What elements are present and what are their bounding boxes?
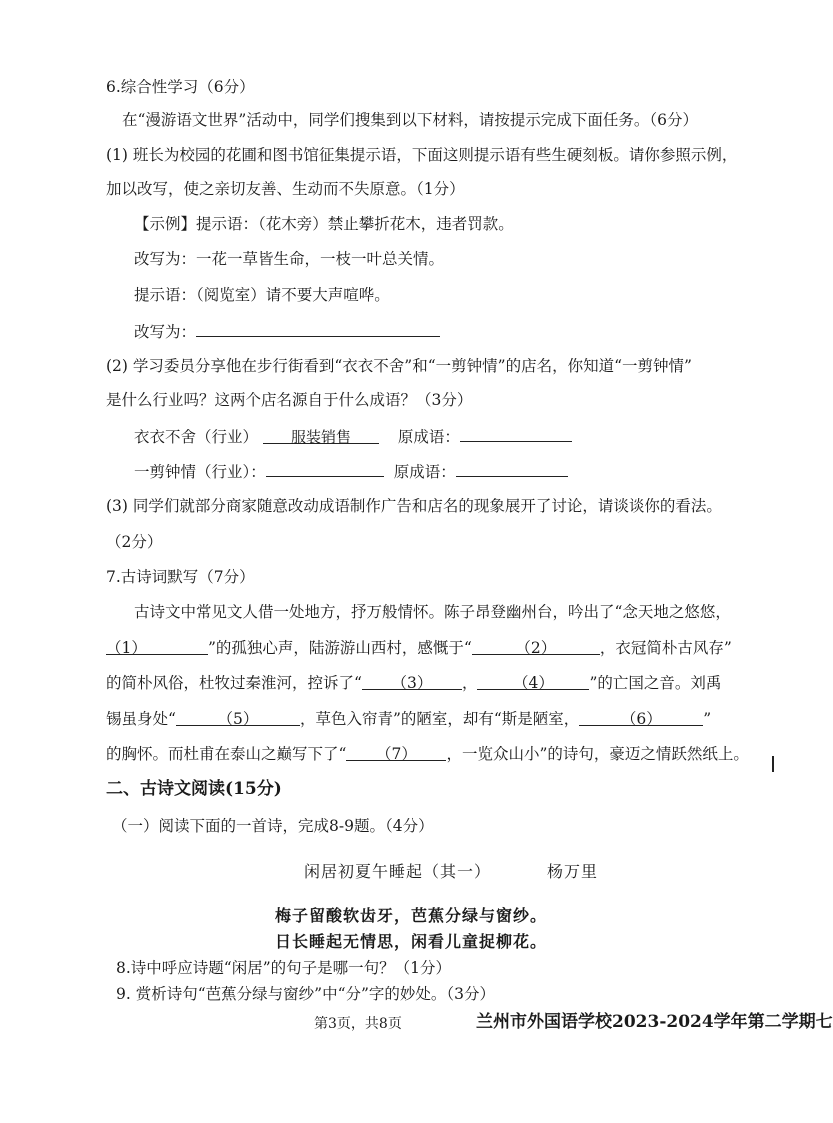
q7-blank-2[interactable]: （2） <box>472 638 600 655</box>
q6-part2-line2: 是什么行业吗？这两个店名源自于什么成语？（3分） <box>106 391 473 409</box>
q7-blank-1[interactable]: （1） <box>106 638 208 655</box>
q7-blank-4[interactable]: （4） <box>477 673 589 690</box>
q7-blank-6[interactable]: （6） <box>579 709 703 726</box>
q7-blank-7[interactable]: （7） <box>346 744 446 761</box>
q6-row2-origin-blank[interactable] <box>456 460 568 477</box>
q6-row2-answer-blank[interactable] <box>266 460 384 477</box>
q6-example: 【示例】提示语：（花木旁）禁止攀折花木，违者罚款。 <box>134 215 514 233</box>
q7-line2-text: ”的孤独心声，陆游游山西村，感慨于“ <box>208 639 472 657</box>
poem-line-2: 日长睡起无情思，闲看儿童捉柳花。 <box>275 932 548 951</box>
q6-row1-origin-label: 原成语： <box>397 428 460 446</box>
q9-text: 9. 赏析诗句“芭蕉分绿与窗纱”中“分”字的妙处。（3分） <box>116 985 496 1003</box>
q6-intro: 在“漫游语文世界”活动中，同学们搜集到以下材料，请按提示完成下面任务。（6分） <box>122 111 698 129</box>
q7-line2 <box>106 638 732 658</box>
q6-example-rewrite: 改写为：一花一草皆生命，一枝一叶总关情。 <box>134 250 445 268</box>
page-number: 第3页，共8页 <box>314 1016 402 1032</box>
q6-row2-origin-label: 原成语： <box>393 463 456 481</box>
q7-blank-5[interactable]: （5） <box>176 709 300 726</box>
q7-line3-text: 的简朴风俗，杜牧过秦淮河，控诉了“ <box>106 674 362 692</box>
q7-line5-text: 的胸怀。而杜甫在泰山之巅写下了“ <box>106 745 347 763</box>
q6-row1-origin-blank[interactable] <box>460 425 572 442</box>
q6-row1-answer[interactable]: 服装销售 <box>263 427 379 444</box>
q8-text: 8.诗中呼应诗题“闲居”的句子是哪一句？（1分） <box>116 959 451 977</box>
q7-line4 <box>106 709 711 729</box>
poem-line-1: 梅子留酸软齿牙，芭蕉分绿与窗纱。 <box>275 906 548 925</box>
q6-rewrite-label: 改写为： <box>134 323 197 341</box>
q7-line3-sep: ， <box>461 674 478 692</box>
school-header: 兰州市外国语学校2023-2024学年第二学期七 <box>476 1012 833 1032</box>
q6-part3-line2: （2分） <box>106 533 163 551</box>
q6-rewrite-row <box>134 320 440 342</box>
q7-line4-text2: ，草色入帘青”的陋室，却有“斯是陋室， <box>299 710 580 728</box>
q6-row2-label: 一剪钟情（行业）： <box>134 463 266 481</box>
q7-line1: 古诗文中常见文人借一处地方，抒万般情怀。陈子昂登幽州台，吟出了“念天地之悠悠， <box>134 603 731 621</box>
q6-part3-line1: (3) 同学们就部分商家随意改动成语制作广告和店名的现象展开了讨论，请谈谈你的看法。 <box>106 497 722 515</box>
q7-line3 <box>106 673 721 693</box>
q7-line5 <box>106 744 749 764</box>
poem-title: 闲居初夏午睡起（其一） <box>304 862 492 881</box>
scan-mark <box>772 756 774 772</box>
section2-title: 二、古诗文阅读(15分) <box>106 779 282 799</box>
q7-line3-text2: ”的亡国之音。刘禹 <box>589 674 722 692</box>
section2-subtitle: （一）阅读下面的一首诗，完成8-9题。（4分） <box>112 817 434 835</box>
q6-title: 6.综合性学习（6分） <box>106 78 255 96</box>
q7-blank-3[interactable]: （3） <box>362 673 462 690</box>
q6-row2 <box>134 460 568 482</box>
q7-line4-text: 锡虽身处“ <box>106 710 176 728</box>
q6-part1-line1: (1) 班长为校园的花圃和图书馆征集提示语，下面这则提示语有些生硬刻板。请你参照示例， <box>106 146 738 164</box>
q7-line4-text3: ” <box>703 710 712 728</box>
q6-prompt: 提示语：（阅览室）请不要大声喧哗。 <box>134 286 390 304</box>
q7-line5-text2: ，一览众山小”的诗句，豪迈之情跃然纸上。 <box>446 745 749 763</box>
q6-part2-line1: (2) 学习委员分享他在步行街看到“衣衣不舍”和“一剪钟情”的店名，你知道“一剪钟情” <box>106 357 692 375</box>
poem-author: 杨万里 <box>547 862 599 881</box>
q7-line2-text2: ，衣冠简朴古风存” <box>599 639 732 657</box>
q6-rewrite-answer-blank[interactable] <box>196 320 440 337</box>
q6-row1-label: 衣衣不舍（行业） <box>134 428 259 446</box>
q6-part1-line2: 加以改写，使之亲切友善、生动而不失原意。（1分） <box>106 180 465 198</box>
q7-title: 7.古诗词默写（7分） <box>106 568 255 586</box>
q6-row1 <box>134 425 572 447</box>
